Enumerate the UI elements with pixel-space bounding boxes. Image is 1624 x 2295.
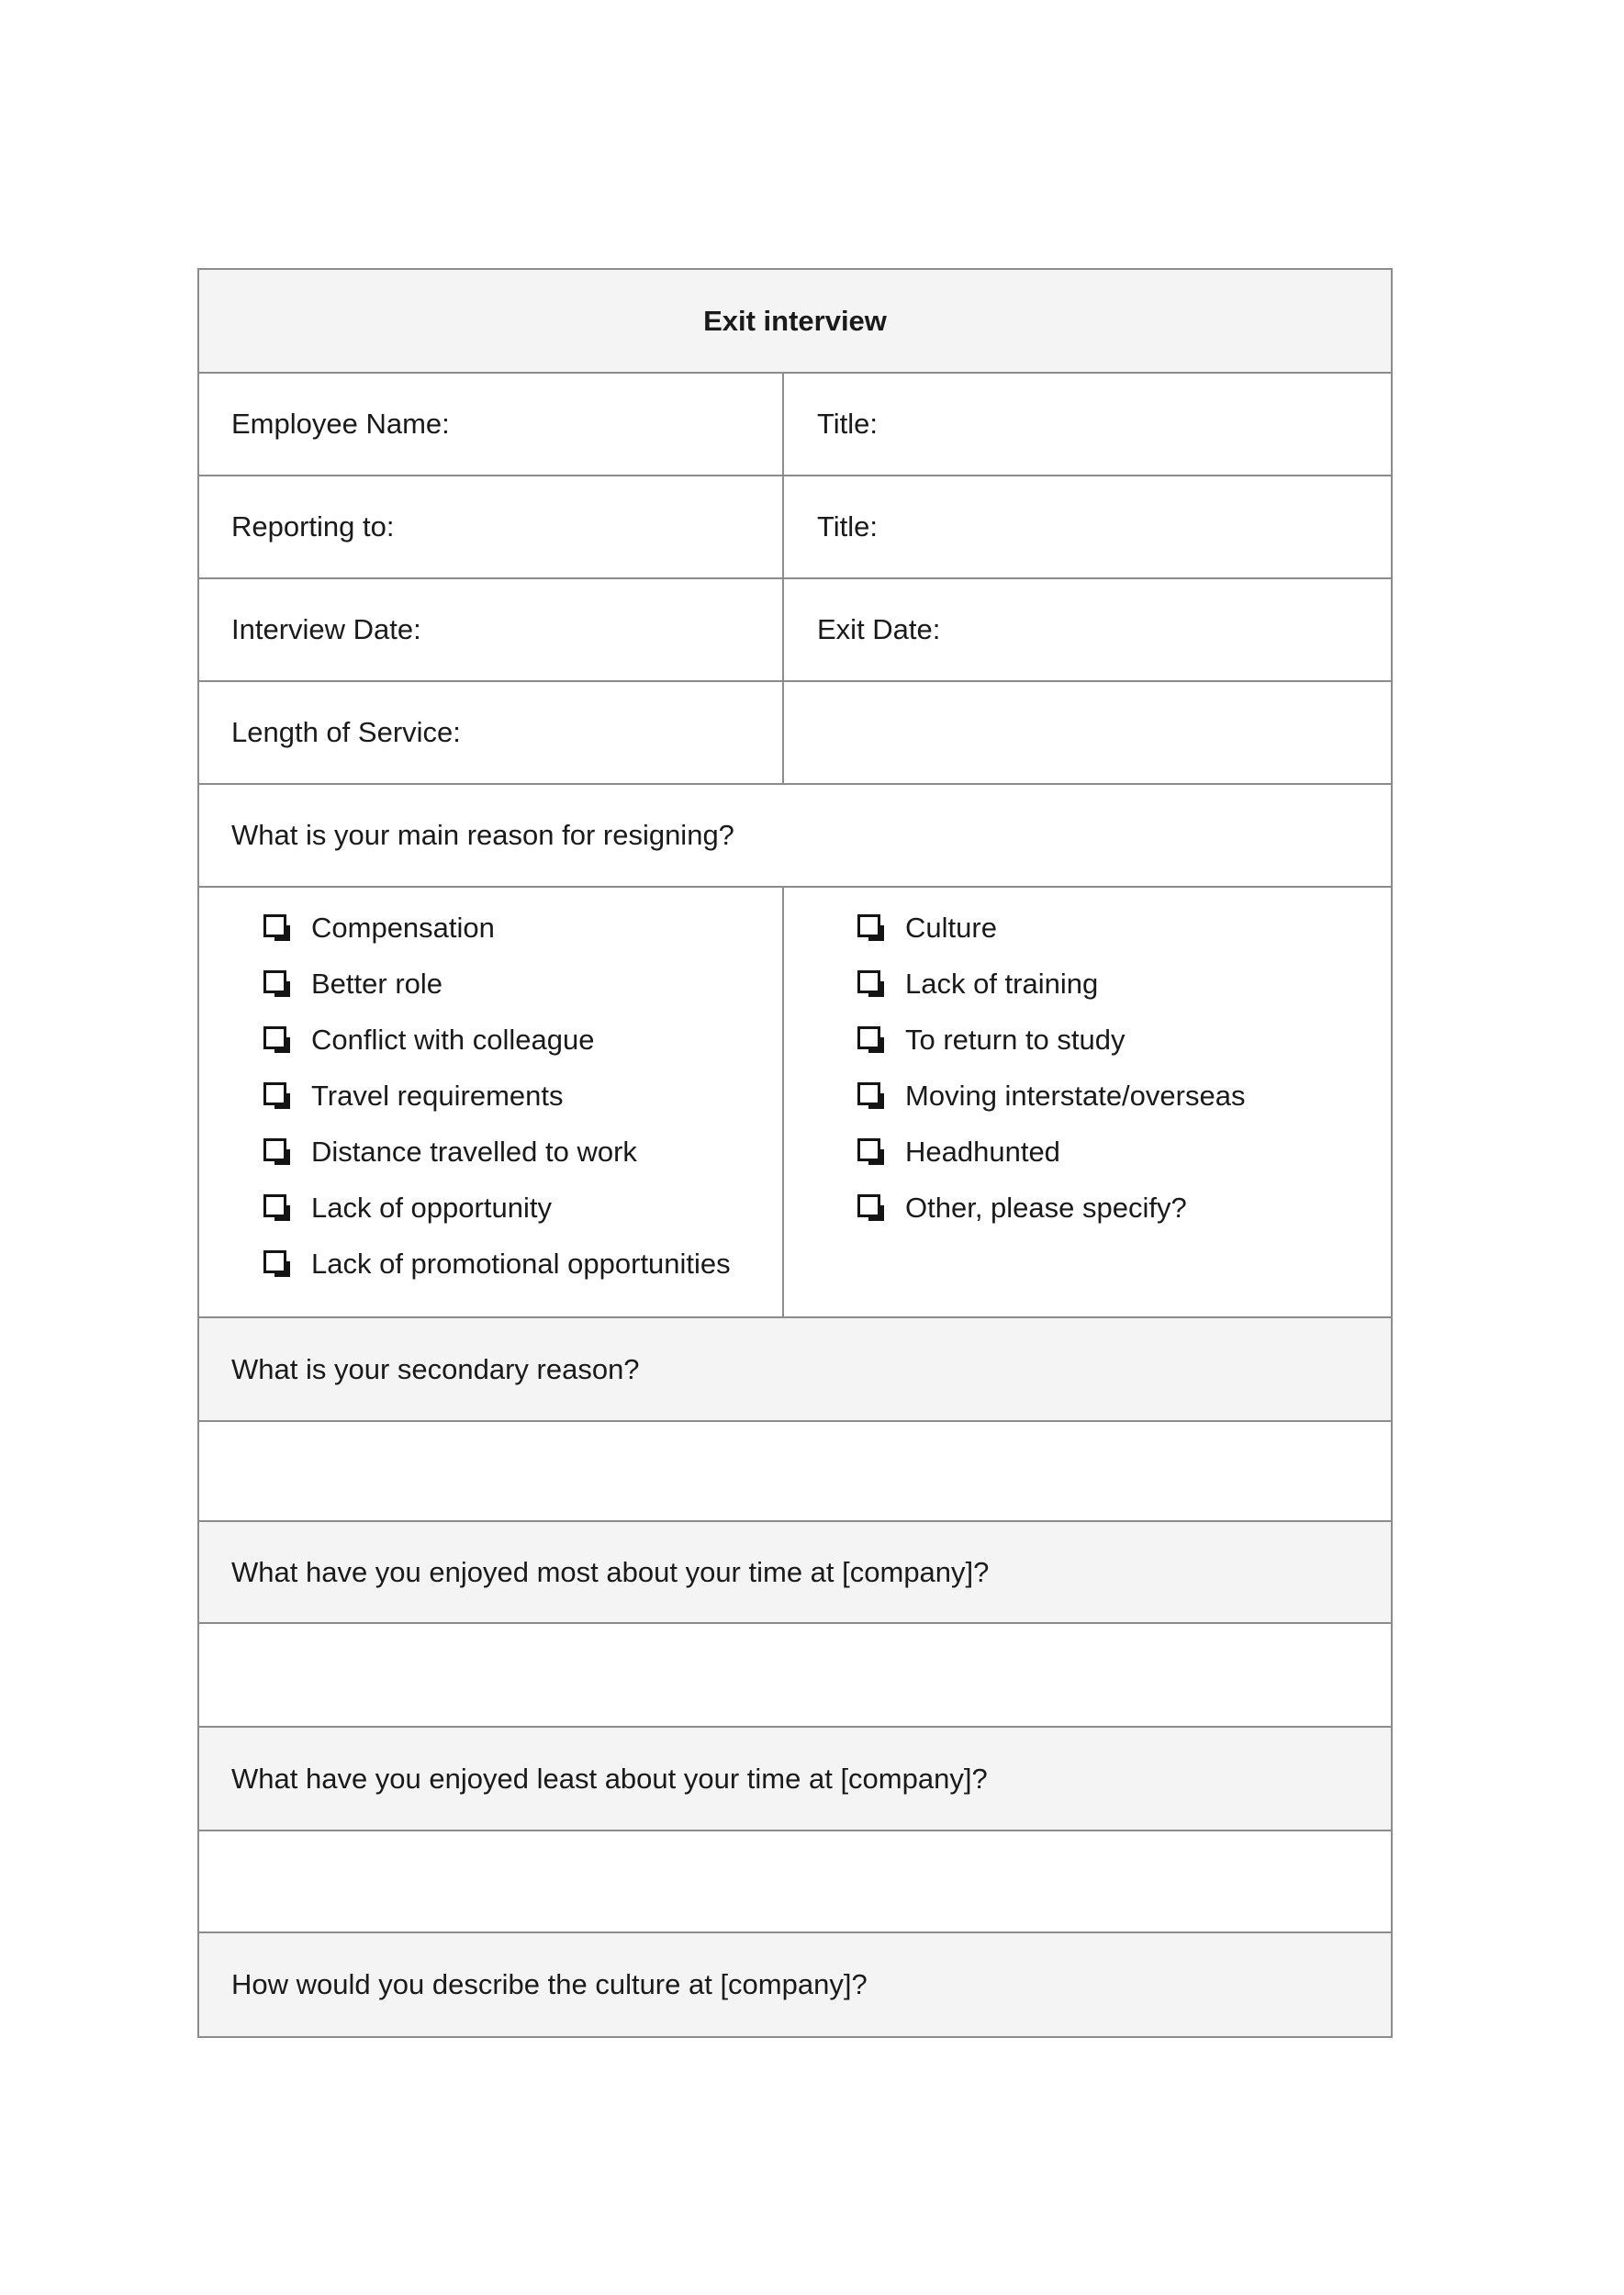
question-secondary-reason (199, 1318, 1391, 1420)
row-enjoyed-least-answer (199, 1831, 1391, 1933)
reason-label: Culture (905, 911, 997, 944)
row-interview-date (199, 579, 1391, 682)
answer-area-enjoyed-least[interactable] (199, 1831, 1391, 1931)
length-of-service-label: Length of Service: (231, 716, 461, 748)
reason-label: Other, please specify? (905, 1191, 1187, 1224)
reason-label: Headhunted (905, 1135, 1060, 1168)
field-length-of-service[interactable] (199, 682, 784, 783)
checkbox-icon[interactable] (857, 914, 880, 937)
row-enjoyed-most-question (199, 1522, 1391, 1624)
reason-label: Moving interstate/overseas (905, 1079, 1246, 1112)
reason-option-distance-travelled[interactable] (263, 1124, 782, 1180)
reason-option-headhunted[interactable] (857, 1124, 1391, 1180)
reason-label: Compensation (311, 911, 495, 944)
row-enjoyed-least-question (199, 1728, 1391, 1831)
answer-area-secondary-reason[interactable] (199, 1422, 1391, 1520)
reason-option-other[interactable] (857, 1180, 1391, 1236)
reason-label: Distance travelled to work (311, 1135, 637, 1168)
checkbox-icon[interactable] (263, 1026, 286, 1049)
reason-option-compensation[interactable] (263, 900, 782, 956)
reason-option-conflict-with-colleague[interactable] (263, 1012, 782, 1068)
reason-option-better-role[interactable] (263, 956, 782, 1012)
reason-option-lack-of-opportunity[interactable] (263, 1180, 782, 1236)
reason-label: Lack of training (905, 967, 1099, 1000)
field-interview-date[interactable] (199, 579, 784, 680)
field-length-of-service-value[interactable] (784, 682, 1391, 783)
row-main-reason-question (199, 785, 1391, 888)
field-employee-name[interactable] (199, 374, 784, 475)
question-main-reason (199, 785, 1391, 886)
employee-name-label: Employee Name: (231, 408, 450, 440)
reason-option-lack-of-training[interactable] (857, 956, 1391, 1012)
field-employee-title[interactable] (784, 374, 1391, 475)
question-enjoyed-least (199, 1728, 1391, 1830)
manager-title-label: Title: (817, 510, 879, 543)
question-culture (199, 1933, 1391, 2036)
reason-label: Better role (311, 967, 443, 1000)
reason-option-culture[interactable] (857, 900, 1391, 956)
question-enjoyed-most (199, 1522, 1391, 1622)
field-exit-date[interactable] (784, 579, 1391, 680)
reason-label: Lack of promotional opportunities (311, 1247, 731, 1280)
interview-date-label: Interview Date: (231, 613, 421, 645)
exit-interview-form (197, 268, 1393, 2038)
reason-label: Lack of opportunity (311, 1191, 552, 1224)
checkbox-icon[interactable] (263, 1194, 286, 1217)
checkbox-icon[interactable] (263, 914, 286, 937)
checkbox-icon[interactable] (263, 1138, 286, 1161)
form-header-cell (199, 270, 1391, 372)
field-reporting-to[interactable] (199, 476, 784, 577)
checklist-left (199, 888, 784, 1316)
culture-question-text: How would you describe the culture at [company]? (231, 1968, 868, 2000)
employee-title-label: Title: (817, 408, 879, 440)
checkbox-icon[interactable] (263, 1082, 286, 1105)
row-reason-checklists (199, 888, 1391, 1318)
checkbox-icon[interactable] (857, 1026, 880, 1049)
reporting-to-label: Reporting to: (231, 510, 395, 543)
checkbox-icon[interactable] (263, 1250, 286, 1273)
reason-label: To return to study (905, 1023, 1126, 1056)
exit-date-label: Exit Date: (817, 613, 941, 645)
answer-area-enjoyed-most[interactable] (199, 1624, 1391, 1726)
checkbox-icon[interactable] (857, 1194, 880, 1217)
enjoyed-most-question-text: What have you enjoyed most about your time at [company]? (231, 1555, 990, 1588)
reason-label: Travel requirements (311, 1079, 564, 1112)
reason-label: Conflict with colleague (311, 1023, 595, 1056)
secondary-reason-question-text: What is your secondary reason? (231, 1352, 640, 1385)
row-enjoyed-most-answer (199, 1624, 1391, 1728)
reason-option-travel-requirements[interactable] (263, 1068, 782, 1124)
field-manager-title[interactable] (784, 476, 1391, 577)
row-employee-name (199, 374, 1391, 476)
form-header-row (199, 270, 1391, 374)
row-length-of-service (199, 682, 1391, 785)
row-culture-question (199, 1933, 1391, 2036)
checkbox-icon[interactable] (263, 970, 286, 993)
checkbox-icon[interactable] (857, 1138, 880, 1161)
row-reporting-to (199, 476, 1391, 579)
form-title: Exit interview (703, 304, 887, 337)
checkbox-icon[interactable] (857, 970, 880, 993)
reason-option-moving-interstate-overseas[interactable] (857, 1068, 1391, 1124)
checklist-right (784, 888, 1391, 1316)
enjoyed-least-question-text: What have you enjoyed least about your time at [company]? (231, 1762, 988, 1795)
checkbox-icon[interactable] (857, 1082, 880, 1105)
row-secondary-reason-answer (199, 1422, 1391, 1522)
row-secondary-reason-question (199, 1318, 1391, 1422)
main-reason-question-text: What is your main reason for resigning? (231, 819, 734, 851)
reason-option-lack-of-promotional-opportunities[interactable] (263, 1236, 782, 1292)
reason-option-return-to-study[interactable] (857, 1012, 1391, 1068)
